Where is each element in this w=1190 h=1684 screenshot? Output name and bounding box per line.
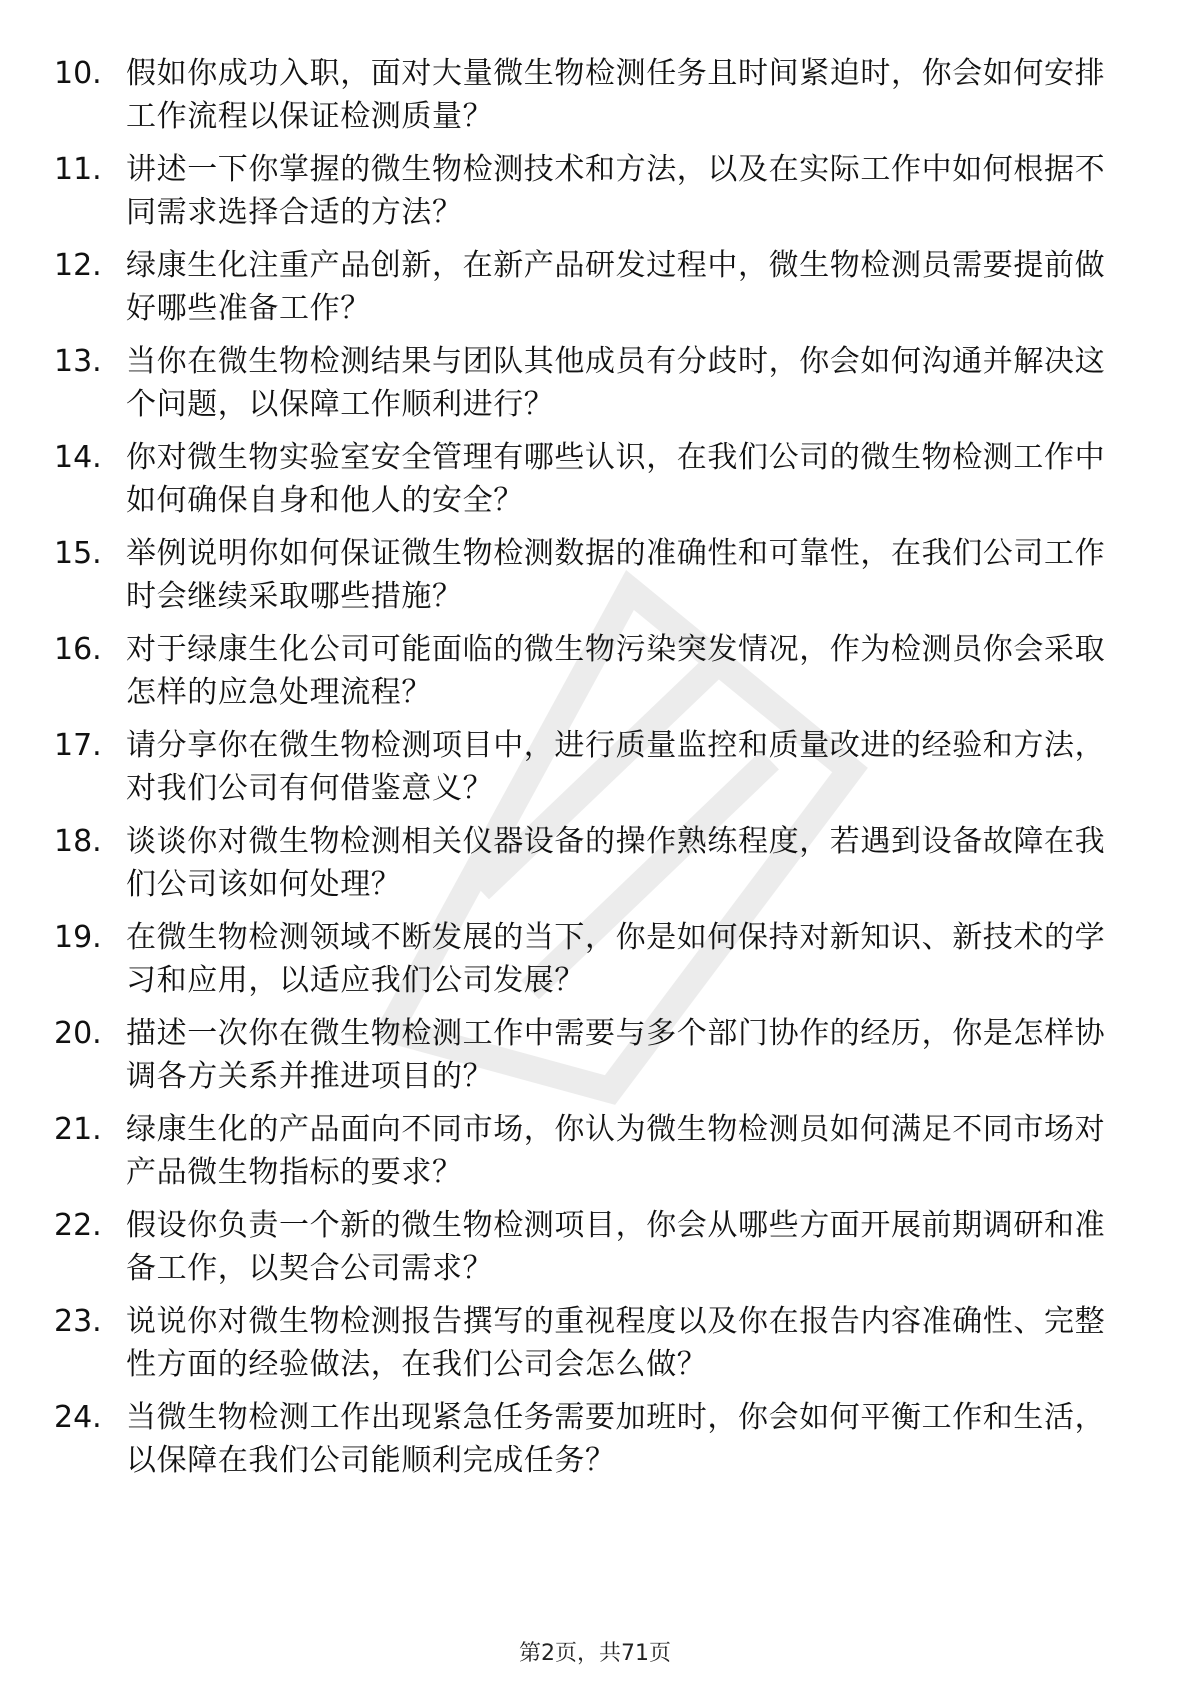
question-number: 22. [54, 1208, 102, 1243]
question-text: 在微生物检测领域不断发展的当下，你是如何保持对新知识、新技术的学习和应用，以适应我们公司发展？ [126, 920, 1106, 998]
question-text: 绿康生化的产品面向不同市场，你认为微生物检测员如何满足不同市场对产品微生物指标的要求？ [126, 1112, 1106, 1190]
question-number: 10. [54, 56, 102, 91]
question-number: 24. [54, 1400, 102, 1435]
question-number: 20. [54, 1016, 102, 1051]
question-item [0, 916, 1190, 1016]
question-number: 14. [54, 440, 102, 475]
question-text: 假设你负责一个新的微生物检测项目，你会从哪些方面开展前期调研和准备工作，以契合公司需求？ [126, 1208, 1106, 1286]
question-item [0, 724, 1190, 824]
question-text: 假如你成功入职，面对大量微生物检测任务且时间紧迫时，你会如何安排工作流程以保证检测质量？ [126, 56, 1106, 134]
question-number: 19. [54, 920, 102, 955]
question-item [0, 1396, 1190, 1496]
question-item [0, 436, 1190, 536]
question-text: 当微生物检测工作出现紧急任务需要加班时，你会如何平衡工作和生活，以保障在我们公司能顺利完成任务？ [126, 1400, 1106, 1478]
question-number: 18. [54, 824, 102, 859]
page-footer: 第2页，共71页 [519, 1641, 671, 1666]
question-text: 讲述一下你掌握的微生物检测技术和方法，以及在实际工作中如何根据不同需求选择合适的方法？ [126, 152, 1106, 230]
question-number: 15. [54, 536, 102, 571]
question-item [0, 52, 1190, 152]
question-item [0, 1012, 1190, 1112]
question-item [0, 820, 1190, 920]
question-text: 举例说明你如何保证微生物检测数据的准确性和可靠性，在我们公司工作时会继续采取哪些措施？ [126, 536, 1106, 614]
question-text: 请分享你在微生物检测项目中，进行质量监控和质量改进的经验和方法，对我们公司有何借鉴意义？ [126, 728, 1106, 806]
question-item [0, 628, 1190, 728]
question-text: 谈谈你对微生物检测相关仪器设备的操作熟练程度，若遇到设备故障在我们公司该如何处理？ [126, 824, 1106, 902]
question-text: 描述一次你在微生物检测工作中需要与多个部门协作的经历，你是怎样协调各方关系并推进项目的？ [126, 1016, 1106, 1094]
question-number: 11. [54, 152, 102, 187]
question-item [0, 1204, 1190, 1304]
question-text: 绿康生化注重产品创新，在新产品研发过程中，微生物检测员需要提前做好哪些准备工作？ [126, 248, 1106, 326]
question-text: 对于绿康生化公司可能面临的微生物污染突发情况，作为检测员你会采取怎样的应急处理流程？ [126, 632, 1106, 710]
question-number: 13. [54, 344, 102, 379]
question-text: 你对微生物实验室安全管理有哪些认识，在我们公司的微生物检测工作中如何确保自身和他人的安全？ [126, 440, 1106, 518]
question-text: 当你在微生物检测结果与团队其他成员有分歧时，你会如何沟通并解决这个问题，以保障工作顺利进行？ [126, 344, 1106, 422]
question-text: 说说你对微生物检测报告撰写的重视程度以及你在报告内容准确性、完整性方面的经验做法，在我们公司会怎么做？ [126, 1304, 1106, 1382]
question-item [0, 148, 1190, 248]
question-item [0, 244, 1190, 344]
question-number: 21. [54, 1112, 102, 1147]
question-item [0, 340, 1190, 440]
question-number: 16. [54, 632, 102, 667]
question-number: 23. [54, 1304, 102, 1339]
question-number: 12. [54, 248, 102, 283]
question-item [0, 1108, 1190, 1208]
question-item [0, 1300, 1190, 1400]
question-item [0, 532, 1190, 632]
question-number: 17. [54, 728, 102, 763]
